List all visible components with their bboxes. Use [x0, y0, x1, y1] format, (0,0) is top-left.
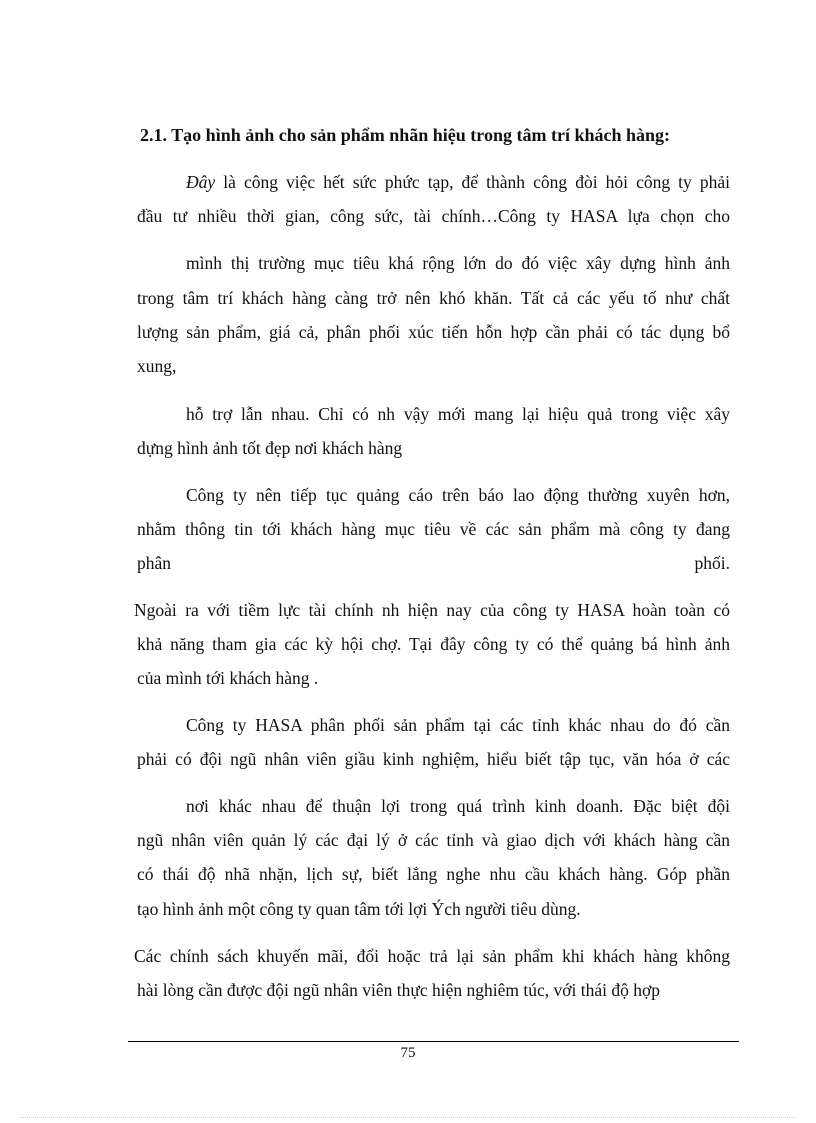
paragraph-1-line-8: dựng hình ảnh tốt đẹp nơi khách hàng [137, 438, 403, 458]
word-phoi: phối. [694, 553, 730, 573]
paragraph-4-line-2: hài lòng cần được đội ngũ nhân viên thực hiện nghiêm túc, với thái độ hợp [137, 980, 661, 1000]
italic-first-word: Đây [186, 172, 216, 192]
word-phan: phân [137, 553, 172, 573]
page-number: 75 [400, 1045, 416, 1061]
paragraph-1-line-7: hỗ trợ lẫn nhau. Chỉ có nh vậy mới mang lại hiệu quả trong việc xây [186, 404, 730, 424]
paragraph-3-line-6: tạo hình ảnh một công ty quan tâm tới lợi Ých người tiêu dùng. [137, 899, 581, 919]
paragraph-1-line-4: trong tâm trí khách hàng càng trở nên khó khăn. Tất cả các yếu tố như chất [137, 288, 730, 308]
paragraph-3-line-4: ngũ nhân viên quản lý các đại lý ở các tỉnh và giao dịch với khách hàng cần [137, 830, 730, 850]
paragraph-2-line-1: Công ty nên tiếp tục quảng cáo trên báo lao động thường xuyên hơn, [186, 485, 730, 505]
paragraph-2-line-5: khả năng tham gia các kỳ hội chợ. Tại đây công ty có thể quảng bá hình ảnh [137, 634, 730, 654]
paragraph-4-line-1: Các chính sách khuyến mãi, đổi hoặc trả lại sản phẩm khi khách hàng không [134, 946, 730, 966]
paragraph-1-line-6: xung, [137, 356, 177, 376]
section-heading: 2.1. Tạo hình ảnh cho sản phẩm nhãn hiệu trong tâm trí khách hàng: [140, 125, 670, 145]
paragraph-1-line-5: lượng sản phẩm, giá cả, phân phối xúc tiến hỗn hợp cần phải có tác dụng bổ [137, 322, 730, 342]
paragraph-3-line-2: phải có đội ngũ nhân viên giầu kinh nghiệm, hiểu biết tập tục, văn hóa ở các [137, 749, 730, 769]
paragraph-3-line-5: có thái độ nhã nhặn, lịch sự, biết lắng nghe nhu cầu khách hàng. Góp phần [137, 864, 730, 884]
paragraph-2-line-3 [137, 552, 730, 574]
paragraph-2-line-2: nhằm thông tin tới khách hàng mục tiêu về các sản phẩm mà công ty đang [137, 519, 730, 539]
paragraph-1-line-2: đầu tư nhiều thời gian, công sức, tài chính…Công ty HASA lựa chọn cho [137, 206, 730, 226]
page-bottom-edge [20, 1117, 796, 1118]
paragraph-3-line-3: nơi khác nhau để thuận lợi trong quá trình kinh doanh. Đặc biệt đội [186, 796, 730, 816]
footer-rule [128, 1041, 739, 1042]
paragraph-1-line-1: Đây là công việc hết sức phức tạp, để thành công đòi hỏi công ty phải [186, 172, 730, 192]
paragraph-2-line-4: Ngoài ra với tiềm lực tài chính nh hiện nay của công ty HASA hoàn toàn có [134, 600, 730, 620]
paragraph-3-line-1: Công ty HASA phân phối sản phẩm tại các tỉnh khác nhau do đó cần [186, 715, 730, 735]
paragraph-2-line-6: của mình tới khách hàng . [137, 668, 319, 688]
paragraph-1-line-3: mình thị trường mục tiêu khá rộng lớn do đó việc xây dựng hình ảnh [186, 253, 730, 273]
